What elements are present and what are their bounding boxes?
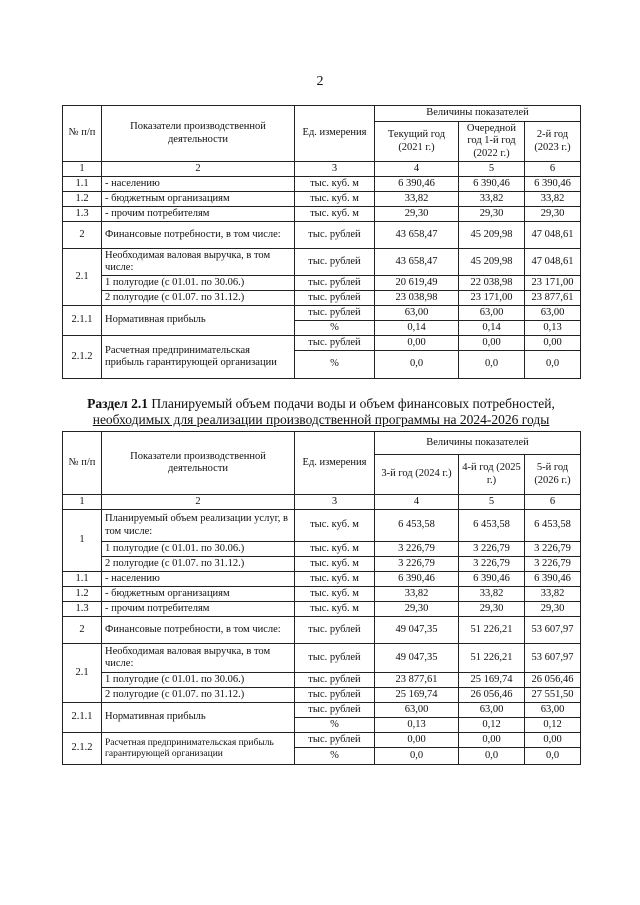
- value-next: 6 390,46: [459, 177, 525, 192]
- value-year-4: 25 169,74: [459, 673, 525, 688]
- value-year-4: 51 226,21: [459, 644, 525, 673]
- section-title-line2: необходимых для реализации производственной программы на 2024-2026 годы: [92, 412, 550, 427]
- value-year-3: 25 169,74: [375, 688, 459, 703]
- value-next: 63,00: [459, 306, 525, 321]
- section-heading: [62, 396, 580, 428]
- row-num: 1: [63, 510, 102, 572]
- value-year-4: 6 390,46: [459, 572, 525, 587]
- header-unit: Ед. измерения: [295, 432, 375, 495]
- value-year-4: 33,82: [459, 587, 525, 602]
- value-year-3: 6 390,46: [375, 572, 459, 587]
- row-unit: тыс. куб. м: [295, 602, 375, 617]
- value-next: 0,00: [459, 336, 525, 351]
- row-unit: %: [295, 748, 375, 765]
- row-unit: тыс. рублей: [295, 222, 375, 249]
- row-name: 1 полугодие (с 01.01. по 30.06.): [102, 542, 295, 557]
- row-name: Финансовые потребности, в том числе:: [102, 222, 295, 249]
- value-second: 33,82: [525, 192, 581, 207]
- value-year-5: 53 607,97: [525, 644, 581, 673]
- colnum: 2: [102, 162, 295, 177]
- page-number: 2: [316, 74, 324, 89]
- header-year-5: 5-й год (2026 г.): [525, 455, 581, 495]
- header-num: № п/п: [63, 106, 102, 162]
- value-current: 20 619,49: [375, 276, 459, 291]
- value-current: 43 658,47: [375, 222, 459, 249]
- row-unit: тыс. рублей: [295, 617, 375, 644]
- value-year-5: 0,0: [525, 748, 581, 765]
- row-name: 2 полугодие (с 01.07. по 31.12.): [102, 557, 295, 572]
- row-unit: тыс. рублей: [295, 644, 375, 673]
- row-unit: тыс. куб. м: [295, 207, 375, 222]
- colnum: 1: [63, 495, 102, 510]
- header-year-current: Текущий год (2021 г.): [375, 122, 459, 162]
- row-name: - бюджетным организациям: [102, 587, 295, 602]
- value-next: 0,14: [459, 321, 525, 336]
- row-num: 2.1.2: [63, 733, 102, 765]
- row-unit: тыс. куб. м: [295, 557, 375, 572]
- row-unit: %: [295, 351, 375, 379]
- row-num: 2.1: [63, 249, 102, 306]
- value-year-4: 0,00: [459, 733, 525, 748]
- value-year-4: 51 226,21: [459, 617, 525, 644]
- row-unit: тыс. рублей: [295, 703, 375, 718]
- value-current: 0,00: [375, 336, 459, 351]
- value-year-5: 6 390,46: [525, 572, 581, 587]
- header-year-second: 2-й год (2023 г.): [525, 122, 581, 162]
- table-row: [63, 336, 581, 351]
- value-current: 6 390,46: [375, 177, 459, 192]
- row-name: - прочим потребителям: [102, 207, 295, 222]
- row-name: - населению: [102, 177, 295, 192]
- row-name: Расчетная предпринимательская прибыль гарантирующей организации: [102, 733, 295, 765]
- row-name: 2 полугодие (с 01.07. по 31.12.): [102, 291, 295, 306]
- value-next: 23 171,00: [459, 291, 525, 306]
- row-name: Расчетная предпринимательская прибыль гарантирующей организации: [102, 336, 295, 379]
- value-second: 47 048,61: [525, 222, 581, 249]
- table-row: [63, 222, 581, 249]
- row-unit: тыс. рублей: [295, 673, 375, 688]
- value-year-4: 6 453,58: [459, 510, 525, 542]
- value-year-3: 3 226,79: [375, 542, 459, 557]
- row-num: 2.1: [63, 644, 102, 703]
- value-year-3: 29,30: [375, 602, 459, 617]
- row-name: Необходимая валовая выручка, в том числе:: [102, 644, 295, 673]
- value-year-3: 63,00: [375, 703, 459, 718]
- table-row: [63, 673, 581, 688]
- colnum: 6: [525, 162, 581, 177]
- table-row: [63, 192, 581, 207]
- value-year-3: 33,82: [375, 587, 459, 602]
- value-next: 45 209,98: [459, 249, 525, 276]
- header-unit: Ед. измерения: [295, 106, 375, 162]
- value-year-4: 63,00: [459, 703, 525, 718]
- row-unit: тыс. куб. м: [295, 572, 375, 587]
- value-year-3: 0,00: [375, 733, 459, 748]
- value-next: 45 209,98: [459, 222, 525, 249]
- table-row: [63, 542, 581, 557]
- row-name: - бюджетным организациям: [102, 192, 295, 207]
- row-name: 2 полугодие (с 01.07. по 31.12.): [102, 688, 295, 703]
- row-num: 1.1: [63, 177, 102, 192]
- section-label: Раздел 2.1: [87, 396, 148, 411]
- value-year-5: 6 453,58: [525, 510, 581, 542]
- colnum: 6: [525, 495, 581, 510]
- value-second: 23 877,61: [525, 291, 581, 306]
- value-year-4: 29,30: [459, 602, 525, 617]
- section-heading-line1: [62, 396, 580, 412]
- row-name: Планируемый объем реализации услуг, в том числе:: [102, 510, 295, 542]
- row-name: 1 полугодие (с 01.01. по 30.06.): [102, 276, 295, 291]
- row-name: - прочим потребителям: [102, 602, 295, 617]
- table-row: [63, 291, 581, 306]
- header-num: № п/п: [63, 432, 102, 495]
- row-unit: тыс. рублей: [295, 249, 375, 276]
- value-current: 0,14: [375, 321, 459, 336]
- table-row: [63, 602, 581, 617]
- value-year-5: 3 226,79: [525, 557, 581, 572]
- value-second: 0,0: [525, 351, 581, 379]
- row-unit: %: [295, 321, 375, 336]
- colnum: 5: [459, 162, 525, 177]
- value-year-5: 0,00: [525, 733, 581, 748]
- table-row: [63, 703, 581, 718]
- value-year-4: 3 226,79: [459, 542, 525, 557]
- value-year-5: 27 551,50: [525, 688, 581, 703]
- row-name: Необходимая валовая выручка, в том числе:: [102, 249, 295, 276]
- row-num: 1.2: [63, 587, 102, 602]
- value-current: 0,0: [375, 351, 459, 379]
- value-current: 23 038,98: [375, 291, 459, 306]
- value-current: 33,82: [375, 192, 459, 207]
- row-unit: тыс. рублей: [295, 336, 375, 351]
- value-next: 0,0: [459, 351, 525, 379]
- value-year-3: 23 877,61: [375, 673, 459, 688]
- production-indicators-table-2021-2023: [62, 105, 581, 379]
- table-row: [63, 733, 581, 748]
- production-indicators-table-2024-2026: [62, 431, 581, 765]
- value-current: 43 658,47: [375, 249, 459, 276]
- value-year-5: 0,12: [525, 718, 581, 733]
- value-next: 29,30: [459, 207, 525, 222]
- table-row: [63, 557, 581, 572]
- section-title-line1: Планируемый объем подачи воды и объем финансовых потребностей,: [151, 396, 555, 411]
- row-name: Нормативная прибыль: [102, 306, 295, 336]
- row-unit: тыс. куб. м: [295, 192, 375, 207]
- value-year-4: 0,12: [459, 718, 525, 733]
- colnum: 4: [375, 495, 459, 510]
- header-year-next: Очередной год 1-й год (2022 г.): [459, 122, 525, 162]
- row-name: - населению: [102, 572, 295, 587]
- value-current: 63,00: [375, 306, 459, 321]
- value-year-5: 63,00: [525, 703, 581, 718]
- colnum: 4: [375, 162, 459, 177]
- row-unit: тыс. рублей: [295, 291, 375, 306]
- colnum: 2: [102, 495, 295, 510]
- value-year-3: 6 453,58: [375, 510, 459, 542]
- row-num: 1.3: [63, 207, 102, 222]
- table-row: [63, 177, 581, 192]
- value-next: 33,82: [459, 192, 525, 207]
- row-unit: тыс. куб. м: [295, 510, 375, 542]
- column-numbers-row: [63, 162, 581, 177]
- row-num: 2.1.2: [63, 336, 102, 379]
- value-year-4: 3 226,79: [459, 557, 525, 572]
- row-unit: тыс. куб. м: [295, 587, 375, 602]
- header-values-group: Величины показателей: [375, 432, 581, 455]
- row-name: 1 полугодие (с 01.01. по 30.06.): [102, 673, 295, 688]
- value-year-4: 0,0: [459, 748, 525, 765]
- value-year-5: 3 226,79: [525, 542, 581, 557]
- table-row: [63, 572, 581, 587]
- table-row: [63, 306, 581, 321]
- value-year-5: 33,82: [525, 587, 581, 602]
- row-num: 1.1: [63, 572, 102, 587]
- table-row: [63, 207, 581, 222]
- row-unit: тыс. рублей: [295, 306, 375, 321]
- row-unit: тыс. куб. м: [295, 177, 375, 192]
- row-name: Финансовые потребности, в том числе:: [102, 617, 295, 644]
- row-unit: тыс. рублей: [295, 688, 375, 703]
- table-row: [63, 587, 581, 602]
- row-unit: тыс. рублей: [295, 733, 375, 748]
- value-second: 6 390,46: [525, 177, 581, 192]
- value-second: 0,13: [525, 321, 581, 336]
- table-row: [63, 688, 581, 703]
- value-year-5: 29,30: [525, 602, 581, 617]
- value-current: 29,30: [375, 207, 459, 222]
- table-row: [63, 249, 581, 276]
- value-year-4: 26 056,46: [459, 688, 525, 703]
- colnum: 5: [459, 495, 525, 510]
- value-year-3: 0,0: [375, 748, 459, 765]
- header-indicators: Показатели производственной деятельности: [102, 106, 295, 162]
- row-num: 2: [63, 617, 102, 644]
- value-year-3: 49 047,35: [375, 617, 459, 644]
- header-year-3: 3-й год (2024 г.): [375, 455, 459, 495]
- value-year-5: 26 056,46: [525, 673, 581, 688]
- row-unit: %: [295, 718, 375, 733]
- row-name: Нормативная прибыль: [102, 703, 295, 733]
- value-year-3: 3 226,79: [375, 557, 459, 572]
- value-second: 47 048,61: [525, 249, 581, 276]
- header-indicators: Показатели производственной деятельности: [102, 432, 295, 495]
- value-second: 63,00: [525, 306, 581, 321]
- value-next: 22 038,98: [459, 276, 525, 291]
- value-year-3: 0,13: [375, 718, 459, 733]
- table-row: [63, 617, 581, 644]
- colnum: 3: [295, 162, 375, 177]
- header-values-group: Величины показателей: [375, 106, 581, 122]
- row-num: 1.3: [63, 602, 102, 617]
- value-second: 0,00: [525, 336, 581, 351]
- table-row: [63, 276, 581, 291]
- value-second: 29,30: [525, 207, 581, 222]
- value-second: 23 171,00: [525, 276, 581, 291]
- header-year-4: 4-й год (2025 г.): [459, 455, 525, 495]
- row-unit: тыс. куб. м: [295, 542, 375, 557]
- value-year-3: 49 047,35: [375, 644, 459, 673]
- value-year-5: 53 607,97: [525, 617, 581, 644]
- row-num: 2.1.1: [63, 703, 102, 733]
- colnum: 1: [63, 162, 102, 177]
- table-row: [63, 510, 581, 542]
- colnum: 3: [295, 495, 375, 510]
- row-num: 1.2: [63, 192, 102, 207]
- row-unit: тыс. рублей: [295, 276, 375, 291]
- row-num: 2.1.1: [63, 306, 102, 336]
- table-row: [63, 644, 581, 673]
- column-numbers-row: [63, 495, 581, 510]
- row-num: 2: [63, 222, 102, 249]
